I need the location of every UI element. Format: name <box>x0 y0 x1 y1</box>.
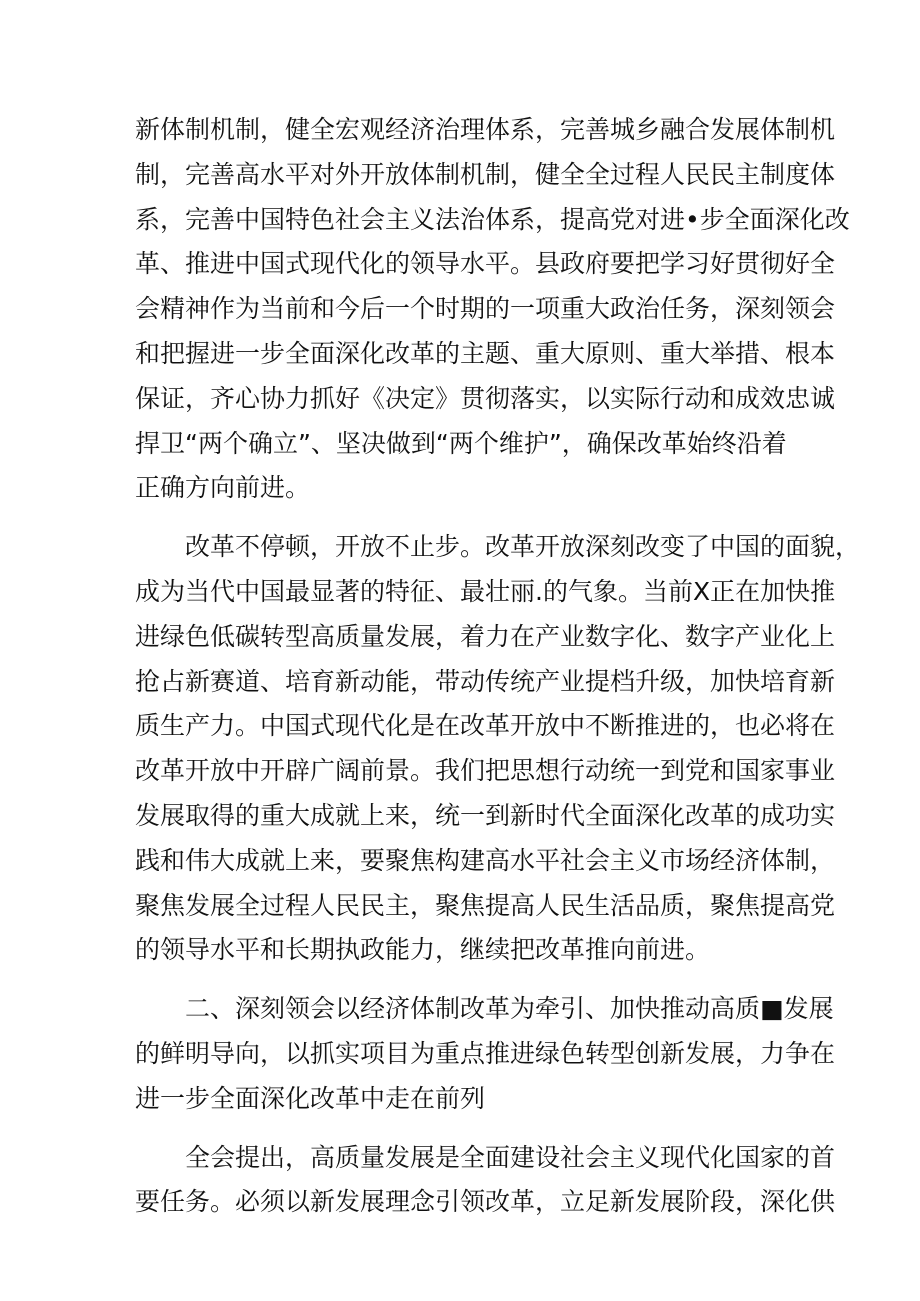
text-line: 新体制机制，健全宏观经济治理体系，完善城乡融合发展体制机 <box>135 115 836 144</box>
paragraph-1 <box>135 108 850 511</box>
text-line: 聚焦发展全过程人民民主，聚焦提高人民生活品质，聚焦提高党 <box>135 890 836 920</box>
text-line: 抢占新赛道、培育新动能，带动传统产业提档升级，加快培育新 <box>135 666 836 696</box>
paragraph-spacer <box>135 1122 785 1136</box>
section-heading <box>135 987 836 1121</box>
paragraph-2 <box>135 525 861 973</box>
paragraph-3 <box>135 1136 836 1226</box>
heading-line: 二、深刻领会以经济体制改革为牵引、加快推动高质■发展 <box>185 994 834 1024</box>
text-line: 捍卫“两个确立”、坚决做到“两个维护”，确保改革始终沿着 <box>135 428 787 458</box>
text-line: 保证，齐心协力抓好《决定》贯彻落实，以实际行动和成效忠诚 <box>135 383 836 413</box>
text-line: 质生产力。中国式现代化是在改革开放中不断推进的，也必将在 <box>135 711 836 741</box>
text-line: 践和伟大成就上来，要聚焦构建高水平社会主义市场经济体制， <box>135 845 836 875</box>
paragraph-spacer <box>135 511 785 525</box>
text-line: 发展取得的重大成就上来，统一到新时代全面深化改革的成功实 <box>135 800 836 830</box>
text-line: 改革开放中开辟广阔前景。我们把思想行动统一到党和国家事业 <box>135 756 836 786</box>
text-line: 革、推进中国式现代化的领导水平。县政府要把学习好贯彻好全 <box>135 249 836 279</box>
text-line: 改革不停顿，开放不止步。改革开放深刻改变了中国的面貌， <box>185 532 861 562</box>
heading-line: 进一步全面深化改革中走在前列 <box>135 1083 486 1113</box>
text-line: 成为当代中国最显著的特征、最壮丽.的气象。当前X正在加快推 <box>135 576 836 606</box>
text-line: 进绿色低碳转型高质量发展，着力在产业数字化、数字产业化上 <box>135 621 836 651</box>
document-body <box>135 108 861 1225</box>
paragraph-spacer <box>135 973 785 987</box>
heading-line: 的鲜明导向，以抓实项目为重点推进绿色转型创新发展，力争在 <box>135 1038 836 1068</box>
text-line: 正确方向前进。 <box>135 473 311 503</box>
text-line: 制，完善高水平对外开放体制机制，健全全过程人民民主制度体 <box>135 159 836 189</box>
text-line: 全会提出，高质量发展是全面建设社会主义现代化国家的首 <box>185 1142 836 1172</box>
text-line: 的领导水平和长期执政能力，继续把改革推向前进。 <box>135 935 711 965</box>
text-line: 会精神作为当前和今后一个时期的一项重大政治任务，深刻领会 <box>135 294 836 324</box>
text-line: 要任务。必须以新发展理念引领改革，立足新发展阶段，深化供 <box>135 1187 836 1217</box>
text-line: 系，完善中国特色社会主义法治体系，提高党对进•步全面深化改 <box>135 204 850 234</box>
text-line: 和把握进一步全面深化改革的主题、重大原则、重大举措、根本 <box>135 338 836 368</box>
